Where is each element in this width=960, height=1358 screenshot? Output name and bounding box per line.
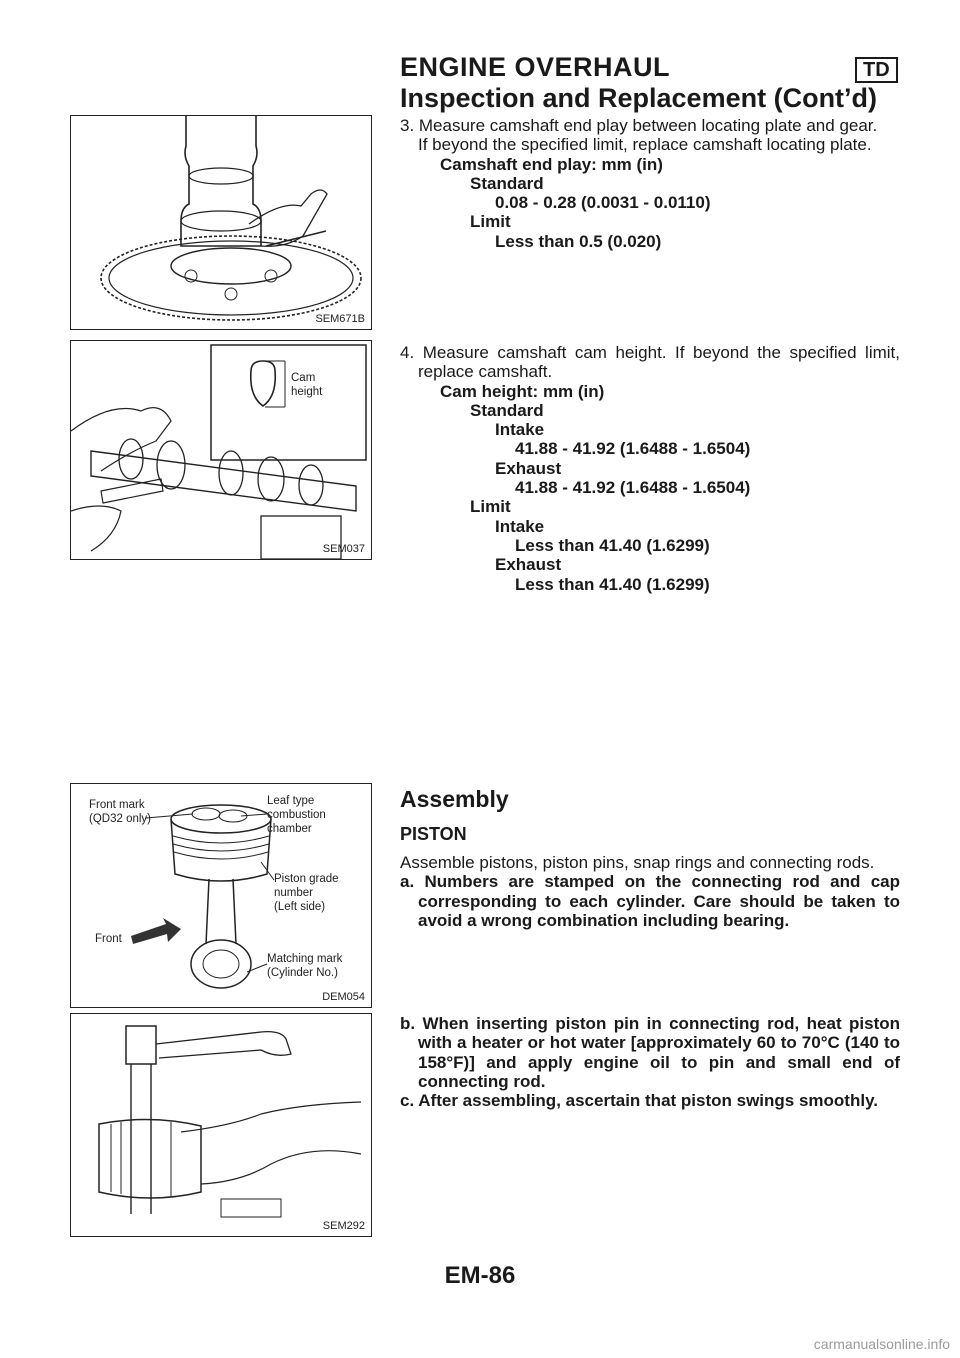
limit-label: Limit bbox=[470, 497, 511, 517]
page-number: EM-86 bbox=[444, 1262, 516, 1289]
left-side-label: (Left side) bbox=[274, 901, 326, 913]
assembly-step-c: c. After assembling, ascertain that piston swings smoothly. bbox=[400, 1091, 878, 1111]
standard-value: 0.08 - 0.28 (0.0031 - 0.0110) bbox=[495, 193, 711, 213]
standard-label: Standard bbox=[470, 173, 544, 193]
cam-height-title: Cam height: mm (in) bbox=[440, 381, 605, 401]
step-4-text: 4. Measure camshaft cam height. If beyond the specified limit, replace camshaft. bbox=[400, 343, 900, 382]
limit-label: Limit bbox=[470, 212, 511, 232]
cam-height-illustration bbox=[71, 341, 371, 559]
std-exhaust-value: 41.88 - 41.92 (1.6488 - 1.6504) bbox=[515, 478, 751, 498]
piston-heading: PISTON bbox=[400, 824, 467, 844]
height-label: height bbox=[291, 386, 323, 398]
qd32-label: (QD32 only) bbox=[89, 813, 151, 825]
lim-intake-value: Less than 41.40 (1.6299) bbox=[515, 535, 710, 555]
assembly-heading: Assembly bbox=[400, 786, 509, 812]
front-label: Front bbox=[95, 933, 122, 945]
camshaft-gear-illustration bbox=[71, 116, 371, 329]
matching-mark-label: Matching mark bbox=[267, 953, 343, 965]
combustion-label: combustion bbox=[267, 809, 326, 821]
cam-label: Cam bbox=[291, 372, 316, 384]
limit-value: Less than 0.5 (0.020) bbox=[495, 231, 662, 251]
figure-camshaft-end-play bbox=[70, 115, 372, 330]
assembly-block bbox=[400, 853, 900, 930]
figure-code: SEM671B bbox=[315, 313, 365, 325]
page-title: ENGINE OVERHAUL bbox=[400, 52, 671, 82]
standard-label: Standard bbox=[470, 400, 544, 420]
assembly-block-2 bbox=[400, 1014, 900, 1110]
limit-intake-label: Intake bbox=[495, 516, 545, 536]
piston-illustration bbox=[71, 784, 371, 1007]
figure-code: SEM037 bbox=[322, 543, 365, 555]
figure-code: SEM292 bbox=[322, 1220, 365, 1232]
cylinder-no-label: (Cylinder No.) bbox=[267, 967, 338, 979]
engine-type-badge: TD bbox=[855, 57, 898, 83]
watermark: carmanualsonline.info bbox=[813, 1336, 950, 1352]
assembly-step-b: b. When inserting piston pin in connecting rod, heat piston with a heater or hot water [approximately 60 to 70°C (140 to 158°F)] and apply engine oil to pin and small end of connecting rod. bbox=[400, 1014, 900, 1091]
step-3-text: 3. Measure camshaft end play between locating plate and gear. bbox=[400, 116, 878, 135]
intake-label: Intake bbox=[495, 420, 545, 440]
leaf-type-label: Leaf type bbox=[267, 795, 315, 807]
figure-code: DEM054 bbox=[322, 991, 365, 1003]
figure-piston-pin-insertion bbox=[70, 1013, 372, 1237]
front-mark-label: Front mark bbox=[89, 799, 145, 811]
figure-cam-height bbox=[70, 340, 372, 560]
section-subtitle: Inspection and Replacement (Cont’d) bbox=[400, 83, 878, 113]
piston-pin-illustration bbox=[71, 1014, 371, 1236]
limit-exhaust-label: Exhaust bbox=[495, 555, 562, 575]
assembly-step-a: a. Numbers are stamped on the connecting rod and cap corresponding to each cylinder. Care should be taken to avoid a wrong combination including bearing. bbox=[400, 872, 900, 930]
step-3-block bbox=[400, 116, 900, 251]
std-intake-value: 41.88 - 41.92 (1.6488 - 1.6504) bbox=[515, 439, 751, 459]
piston-grade-label: Piston grade bbox=[274, 873, 339, 885]
step-4-block bbox=[400, 343, 900, 594]
camshaft-end-play-title: Camshaft end play: mm (in) bbox=[440, 154, 663, 174]
figure-piston-assembly bbox=[70, 783, 372, 1008]
assembly-intro: Assemble pistons, piston pins, snap rings and connecting rods. bbox=[400, 853, 875, 872]
exhaust-label: Exhaust bbox=[495, 458, 562, 478]
number-label: number bbox=[274, 887, 313, 899]
chamber-label: chamber bbox=[267, 823, 312, 835]
lim-exhaust-value: Less than 41.40 (1.6299) bbox=[515, 574, 710, 594]
step-3-text-2: If beyond the specified limit, replace camshaft locating plate. bbox=[418, 135, 872, 155]
